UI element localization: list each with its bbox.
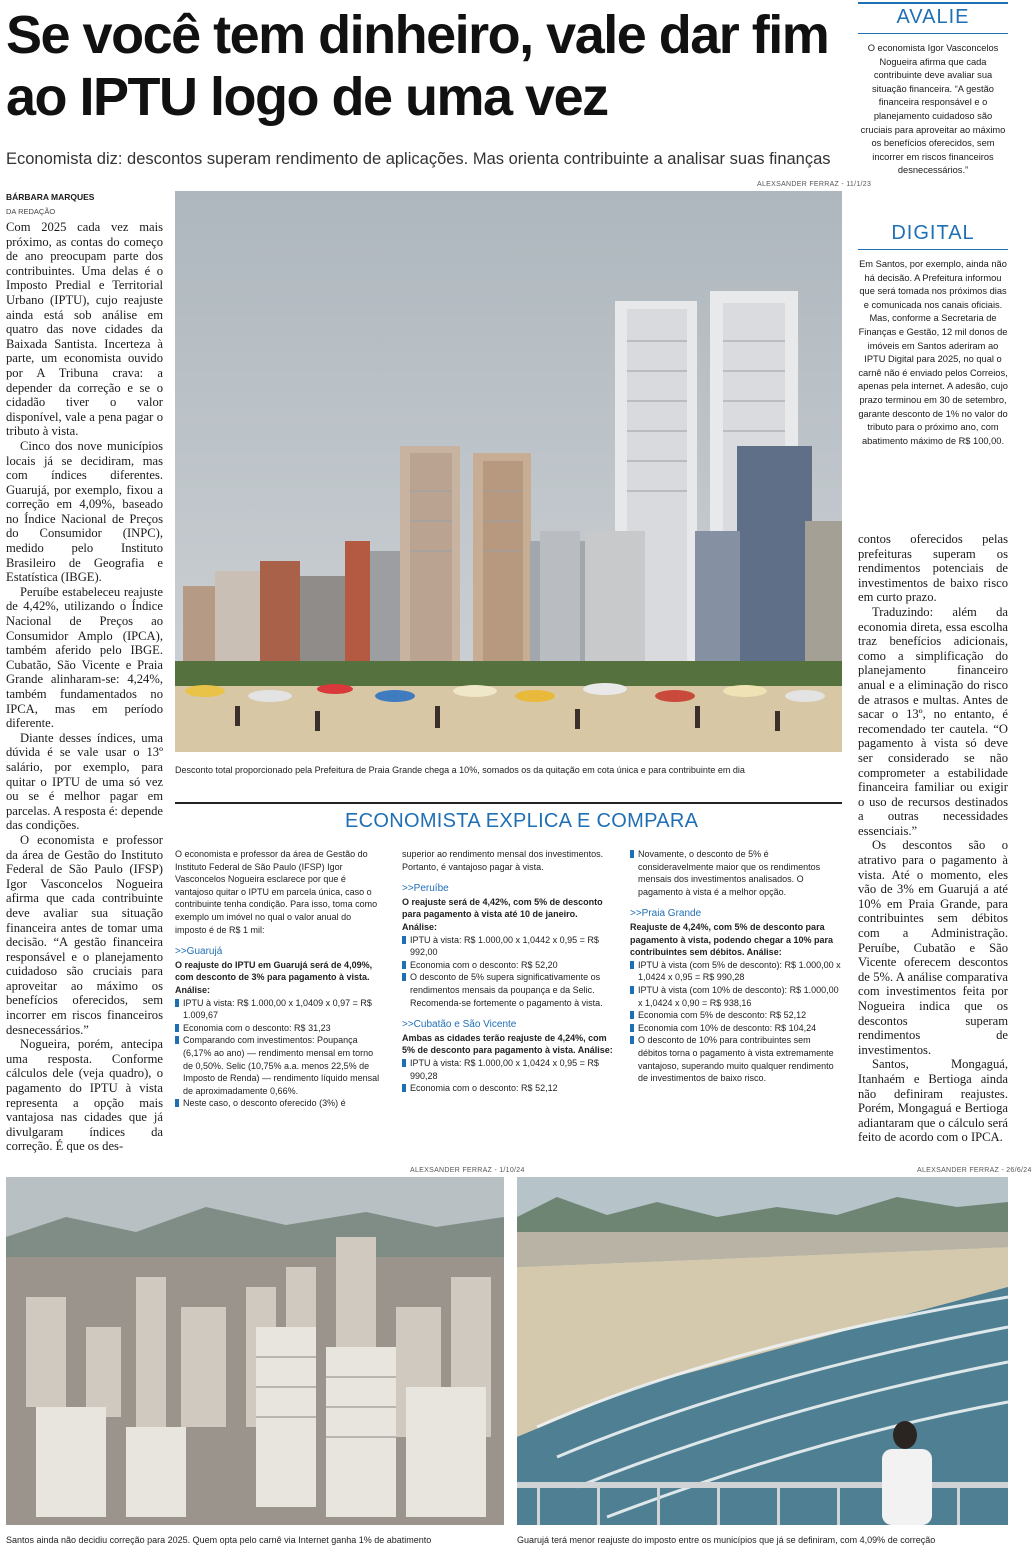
right-photo	[517, 1177, 1008, 1525]
body-paragraph: Os descontos são o atrativo para o pagamento à vista. Até o momento, eles vão de 3% em Guarujá a até 10% em Praia Grande, para contribuintes sem débitos com a Administração. Peruíbe, Cubatão e São Vicente oferecem descontos de 5%. A análise comparativa com investimentos feita por Nogueira indica que os descontos superam rendimentos de investimentos.	[858, 838, 1008, 1057]
calc-item: Economia com 10% de desconto: R$ 104,24	[630, 1022, 842, 1035]
calc-item: IPTU à vista: R$ 1.000,00 x 1,0442 x 0,95 = R$ 992,00	[402, 934, 614, 959]
right-photo-caption: Guarujá terá menor reajuste do imposto entre os municípios que já se definiram, com 4,09% de correção	[517, 1535, 936, 1545]
calc-item: O desconto de 10% para contribuintes sem débitos torna o pagamento à vista extremamente vantajoso, superando muito qualquer rendimento de investimentos de baixo risco.	[630, 1034, 842, 1084]
city-lead: O reajuste do IPTU em Guarujá será de 4,09%, com desconto de 3% para pagamento à vista. Análise:	[175, 959, 373, 995]
sidebox-avalie	[858, 2, 1008, 178]
box-column-2	[402, 848, 614, 1095]
city-label: >>Guarujá	[175, 946, 223, 958]
calc-item: IPTU à vista: R$ 1.000,00 x 1,0409 x 0,97 = R$ 1.009,67	[175, 997, 385, 1022]
calc-item: IPTU à vista (com 10% de desconto): R$ 1.000,00 x 1,0424 x 0,90 = R$ 938,16	[630, 984, 842, 1009]
body-paragraph: Traduzindo: além da economia direta, essa escolha traz benefícios adicionais, como a simplificação do planejamento financeiro anual e a eliminação do risco de atrasos e multas. Antes de sacar o 13º, no entanto, é recomendado ter cautela. “O pagamento à vista só deve ser considerado se não comprometer a estabilidade financeira familiar ou exigir o uso de recursos destinados a outras necessidades essenciais.”	[858, 604, 1008, 838]
main-photo-credit: ALEXSANDER FERRAZ - 11/1/23	[757, 181, 872, 188]
box-intro: O economista e professor da área de Gestão do Instituto Federal de São Paulo (IFSP) Igor Vasconcelos Nogueira esclarece por que é vantajoso quitar o IPTU em parcela única, caso o contribuinte tenha condição. Para isso, toma como exemplo um imóvel no qual o valor anual do imposto é de R$ 1 mil:	[175, 849, 378, 935]
box-continuation: superior ao rendimento mensal dos investimentos. Portanto, é vantajoso pagar à vista.	[402, 849, 604, 872]
sidebox-avalie-text: O economista Igor Vasconcelos Nogueira afirma que cada contribuinte deve avaliar sua situação financeira. “A gestão financeira responsável e o planejamento cuidadoso são cruciais para aproveitar ao máximo os benefícios oferecidos, sem incorrer em riscos financeiros desnecessários.”	[860, 43, 1006, 176]
desk: DA REDAÇÃO	[6, 207, 56, 216]
box-top-rule	[175, 802, 842, 804]
calc-item: Economia com o desconto: R$ 52,20	[402, 959, 614, 972]
city-aerial-image	[6, 1177, 504, 1525]
body-paragraph: Peruíbe estabeleceu reajuste de 4,42%, utilizando o Índice Nacional de Preços ao Consumidor Amplo (IPCA), também aferido pelo IBGE. Cubatão, São Vicente e Praia Grande alinharam-se: 4,24%, também fundamentados no IPCA, mas em período diferente.	[6, 584, 163, 731]
sidebox-digital-text: Em Santos, por exemplo, ainda não há decisão. A Prefeitura informou que será tomada nos próximos dias e comunicada nos canais oficiais. Mas, conforme a Secretaria de Finanças e Gestão, 12 mil donos de imóveis em Santos aderiram ao IPTU Digital para 2025, no qual o carnê não é enviado pelos Correios, apenas pela internet. A adesão, cujo prazo terminou em 30 de setembro, garante desconto de 1% no valor do tributo para o próximo ano, com abatimento máximo de R$ 100,00.	[858, 259, 1008, 446]
city-lead: Reajuste de 4,24%, com 5% de desconto para pagamento à vista, podendo chegar a 10% para contribuintes sem débitos. Análise:	[630, 921, 834, 958]
beach-skyline-image	[175, 191, 842, 752]
body-paragraph: Diante desses índices, uma dúvida é se vale usar o 13º salário, por exemplo, para quitar o IPTU de uma só vez ou se é melhor pagar em parcelas. A resposta é: depende das condições.	[6, 730, 164, 833]
headline: Se você tem dinheiro, vale dar fim ao IPTU logo de uma vez	[6, 5, 829, 127]
city-lead: O reajuste será de 4,42%, com 5% de desconto para pagamento à vista até 10 de janeiro. Análise:	[402, 896, 603, 932]
body-paragraph: Com 2025 cada vez mais próximo, as contas do começo de ano preocupam parte dos contribuintes. Uma delas é o Imposto Predial e Territorial Urbano (IPTU), cujo reajuste ainda está sob análise em quatro das nove cidades da Baixada Santista. Incerteza à parte, um economista ouvido por A Tribuna crava: a depender da correção e se o cidadão tiver o valor disponível, vale a pena pagar o tributo à vista.	[6, 220, 163, 439]
city-label: >>Praia Grande	[630, 908, 702, 920]
right-photo-credit: ALEXSANDER FERRAZ - 26/6/24	[917, 1167, 1032, 1174]
main-photo-caption: Desconto total proporcionado pela Prefeitura de Praia Grande chega a 10%, somados os da quitação em cota única e para contribuinte em dia	[175, 765, 745, 775]
body-paragraph: O economista e professor da área de Gestão do Instituto Federal de São Paulo (IFSP) Igor Vasconcelos Nogueira afirma que cada contribuinte deve avaliar sua situação financeira antes de tomar uma decisão. “A gestão financeira responsável e o planejamento cuidadoso são cruciais para aproveitar ao máximo os benefícios oferecidos, sem incorrer em riscos financeiros desnecessários.”	[6, 832, 163, 1037]
body-column-right	[858, 532, 1008, 1145]
box-column-3	[630, 848, 842, 1085]
calc-item: Economia com o desconto: R$ 52,12	[402, 1082, 614, 1095]
left-photo-credit: ALEXSANDER FERRAZ - 1/10/24	[410, 1167, 525, 1174]
calc-item: IPTU à vista (com 5% de desconto): R$ 1.000,00 x 1,0424 x 0,95 = R$ 990,28	[630, 959, 842, 984]
sidebox-digital	[858, 220, 1008, 448]
subhead: Economista diz: descontos superam rendimento de aplicações. Mas orienta contribuinte a analisar suas finanças	[6, 150, 831, 168]
calc-item: Economia com 5% de desconto: R$ 52,12	[630, 1009, 842, 1022]
calc-item: Economia com o desconto: R$ 31,23	[175, 1022, 385, 1035]
city-label: >>Peruíbe	[402, 883, 449, 895]
left-photo	[6, 1177, 504, 1525]
body-paragraph: Santos, Mongaguá, Itanhaém e Bertioga ainda não definiram reajustes. Porém, Mongaguá e Bertioga adiantaram que o cálculo será feito de acordo com o IPCA.	[858, 1057, 1008, 1145]
calc-item: O desconto de 5% supera significativamente os rendimentos mensais da poupança e da Selic. Recomenda-se fortemente o pagamento à vista.	[402, 971, 614, 1009]
box-title: ECONOMISTA EXPLICA E COMPARA	[345, 810, 699, 832]
calc-item: Novamente, o desconto de 5% é consideravelmente maior que os rendimentos mensais dos investimentos analisados. O pagamento à vista é a melhor opção.	[630, 848, 842, 898]
body-paragraph: contos oferecidos pelas prefeituras superam os rendimentos potenciais de investimentos de baixo risco em curto prazo.	[858, 532, 1008, 605]
box-column-1	[175, 848, 385, 1110]
body-paragraph: Cinco dos nove municípios locais já se decidiram, mas com índices diferentes. Guarujá, por exemplo, fixou a correção em 4,09%, baseado no Índice Nacional de Preços do Consumidor (INPC), medido pelo Instituto Brasileiro de Geografia e Estatística (IBGE).	[6, 438, 163, 585]
body-column-left	[6, 220, 163, 1154]
beach-aerial-image	[517, 1177, 1008, 1525]
calc-item: Comparando com investimentos: Poupança (6,17% ao ano) — rendimento mensal em torno de 0,50%. Selic (10,75% a.a. menos 22,5% de Imposto de Renda) — rendimento líquido mensal de aproximadamente 0,66%.	[175, 1034, 385, 1097]
left-photo-caption: Santos ainda não decidiu correção para 2025. Quem opta pelo carnê via Internet ganha 1% de abatimento	[6, 1535, 432, 1545]
city-lead: Ambas as cidades terão reajuste de 4,24%, com 5% de desconto para pagamento à vista. Análise:	[402, 1032, 613, 1056]
body-paragraph: Nogueira, porém, antecipa uma resposta. Conforme cálculos dele (veja quadro), o pagamento do IPTU à vista representa a opção mais vantajosa nas cidades que já divulgaram índices da correção. É que os des-	[6, 1037, 163, 1154]
author: BÁRBARA MARQUES	[6, 192, 95, 202]
main-photo	[175, 191, 842, 752]
sidebox-digital-title: DIGITAL	[858, 220, 1008, 250]
calc-item: IPTU à vista: R$ 1.000,00 x 1,0424 x 0,95 = R$ 990,28	[402, 1057, 614, 1082]
calc-item: Neste caso, o desconto oferecido (3%) é	[175, 1097, 385, 1110]
city-label: >>Cubatão e São Vicente	[402, 1019, 517, 1031]
sidebox-avalie-title: AVALIE	[858, 4, 1008, 34]
